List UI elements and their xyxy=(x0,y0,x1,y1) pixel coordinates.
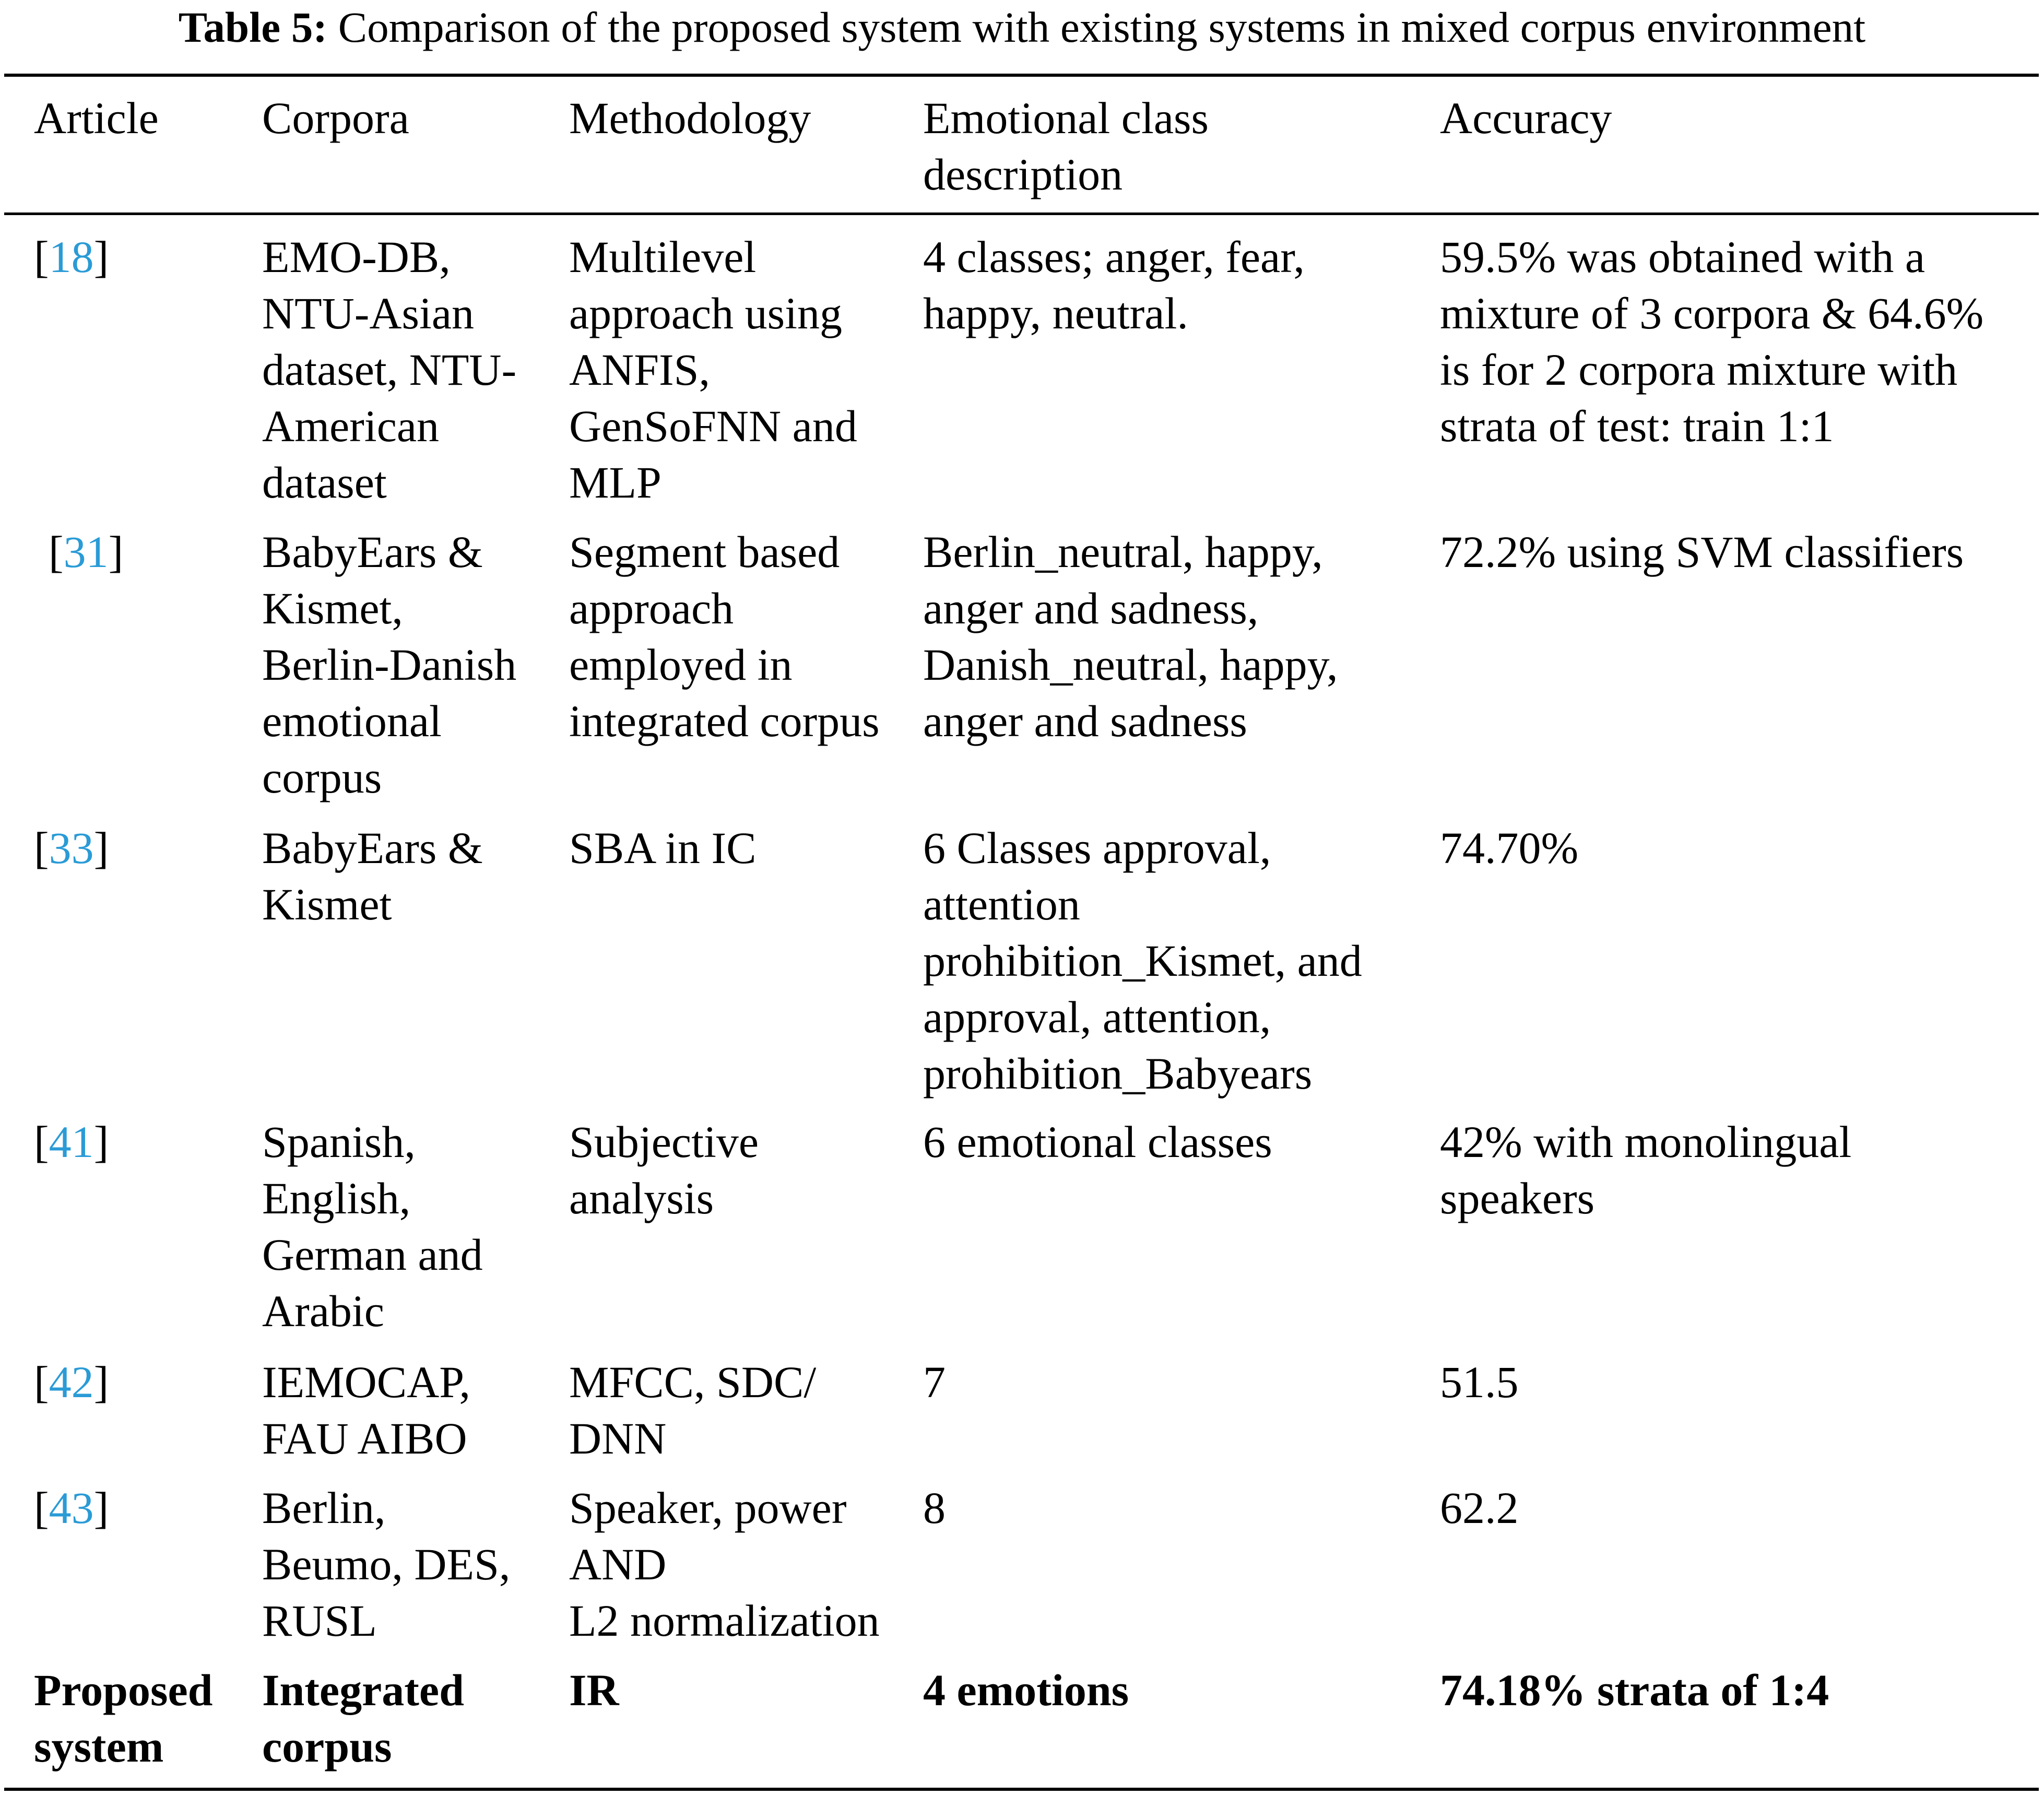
accuracy-cell-line: strata of test: train 1:1 xyxy=(1440,401,1834,451)
methodology-cell xyxy=(569,1114,759,1226)
accuracy-cell xyxy=(1440,1114,1851,1226)
corpora-cell-line: IEMOCAP, xyxy=(262,1357,471,1407)
methodology-cell-line: Subjective xyxy=(569,1117,759,1167)
proposed-corpora-cell-line: corpus xyxy=(262,1721,392,1772)
methodology-cell-line: employed in xyxy=(569,640,793,690)
corpora-cell-line: emotional xyxy=(262,696,442,746)
header-corpora-line: Corpora xyxy=(262,93,409,143)
citation-link[interactable]: 33 xyxy=(49,823,94,873)
proposed-article-cell-line: system xyxy=(34,1721,164,1772)
citation-link[interactable]: 41 xyxy=(49,1117,94,1167)
corpora-cell-line: RUSL xyxy=(262,1596,377,1646)
emotional-class-cell-line: attention xyxy=(923,879,1080,929)
proposed-corpora-cell-line: Integrated xyxy=(262,1665,464,1715)
emotional-class-cell xyxy=(923,820,1362,1102)
emotional-class-cell-line: approval, attention, xyxy=(923,992,1271,1042)
accuracy-cell xyxy=(1440,1480,1519,1536)
table-caption xyxy=(0,1,2044,53)
corpora-cell xyxy=(262,229,516,511)
article-ref: [42] xyxy=(34,1357,109,1407)
header-methodology xyxy=(569,90,811,146)
corpora-cell-line: Arabic xyxy=(262,1286,384,1336)
methodology-cell xyxy=(569,820,756,876)
caption-label: Table 5: xyxy=(178,3,327,51)
header-emotional-class-line: description xyxy=(923,149,1123,199)
proposed-article-cell-line: Proposed xyxy=(34,1665,213,1715)
accuracy-cell-line: speakers xyxy=(1440,1173,1595,1223)
emotional-class-cell-line: 6 Classes approval, xyxy=(923,823,1271,873)
methodology-cell-line: integrated corpus xyxy=(569,696,880,746)
citation-link[interactable]: 43 xyxy=(49,1483,94,1533)
methodology-cell-line: Speaker, power xyxy=(569,1483,847,1533)
methodology-cell xyxy=(569,1480,880,1649)
corpora-cell-line: English, xyxy=(262,1173,411,1223)
corpora-cell-line: BabyEars & xyxy=(262,823,483,873)
corpora-cell-line: FAU AIBO xyxy=(262,1413,467,1463)
corpora-cell xyxy=(262,820,483,932)
methodology-cell-line: MFCC, SDC/ xyxy=(569,1357,817,1407)
header-article-line: Article xyxy=(34,93,159,143)
header-accuracy xyxy=(1440,90,1612,146)
emotional-class-cell-line: anger and sadness, xyxy=(923,583,1259,633)
emotional-class-cell xyxy=(923,1480,946,1536)
accuracy-cell-line: 59.5% was obtained with a xyxy=(1440,232,1925,282)
accuracy-cell-line: is for 2 corpora mixture with xyxy=(1440,345,1958,395)
corpora-cell-line: corpus xyxy=(262,752,382,802)
emotional-class-cell xyxy=(923,229,1305,341)
proposed-methodology-cell xyxy=(569,1662,619,1718)
methodology-cell-line: DNN xyxy=(569,1413,667,1463)
citation-link[interactable]: 18 xyxy=(49,232,94,282)
accuracy-cell-line: 62.2 xyxy=(1440,1483,1519,1533)
header-accuracy-line: Accuracy xyxy=(1440,93,1612,143)
corpora-cell-line: Berlin-Danish xyxy=(262,640,517,690)
emotional-class-cell-line: Berlin_neutral, happy, xyxy=(923,527,1323,577)
article-ref: [31] xyxy=(49,527,124,577)
corpora-cell xyxy=(262,1354,470,1467)
emotional-class-cell-line: prohibition_Babyears xyxy=(923,1048,1313,1099)
methodology-cell-line: analysis xyxy=(569,1173,714,1223)
corpora-cell-line: NTU-Asian xyxy=(262,288,475,338)
article-ref: [41] xyxy=(34,1117,109,1167)
accuracy-cell-line: 72.2% using SVM classifiers xyxy=(1440,527,1964,577)
methodology-cell-line: approach xyxy=(569,583,734,633)
corpora-cell xyxy=(262,524,516,806)
accuracy-cell xyxy=(1440,229,1983,454)
proposed-article-cell xyxy=(34,1662,212,1775)
corpora-cell-line: Kismet, xyxy=(262,583,403,633)
methodology-cell-line: GenSoFNN and xyxy=(569,401,857,451)
methodology-cell-line: MLP xyxy=(569,457,661,507)
corpora-cell-line: American xyxy=(262,401,440,451)
proposed-emotional-class-cell-line: 4 emotions xyxy=(923,1665,1129,1715)
accuracy-cell-line: mixture of 3 corpora & 64.6% xyxy=(1440,288,1984,338)
bottom-rule xyxy=(4,1788,2039,1791)
methodology-cell-line: Multilevel xyxy=(569,232,757,282)
article-ref: [43] xyxy=(34,1483,109,1533)
methodology-cell-line: Segment based xyxy=(569,527,840,577)
methodology-cell-line: L2 normalization xyxy=(569,1596,880,1646)
emotional-class-cell xyxy=(923,524,1338,749)
emotional-class-cell xyxy=(923,1114,1272,1170)
header-emotional-class xyxy=(923,90,1209,203)
accuracy-cell xyxy=(1440,820,1578,876)
corpora-cell-line: Beumo, DES, xyxy=(262,1539,511,1589)
corpora-cell xyxy=(262,1114,483,1339)
methodology-cell-line: approach using xyxy=(569,288,843,338)
citation-link[interactable]: 31 xyxy=(63,527,109,577)
corpora-cell-line: EMO-DB, xyxy=(262,232,451,282)
proposed-emotional-class-cell xyxy=(923,1662,1129,1718)
methodology-cell xyxy=(569,524,880,749)
article-ref: [18] xyxy=(34,232,109,282)
accuracy-cell xyxy=(1440,1354,1519,1410)
emotional-class-cell xyxy=(923,1354,946,1410)
corpora-cell-line: German and xyxy=(262,1230,483,1280)
header-methodology-line: Methodology xyxy=(569,93,811,143)
methodology-cell-line: SBA in IC xyxy=(569,823,757,873)
header-rule xyxy=(4,212,2039,215)
corpora-cell xyxy=(262,1480,510,1649)
methodology-cell xyxy=(569,1354,816,1467)
citation-link[interactable]: 42 xyxy=(49,1357,94,1407)
accuracy-cell-line: 74.70% xyxy=(1440,823,1579,873)
corpora-cell-line: dataset xyxy=(262,457,387,507)
corpora-cell-line: dataset, NTU- xyxy=(262,345,517,395)
methodology-cell-line: AND xyxy=(569,1539,667,1589)
emotional-class-cell-line: 4 classes; anger, fear, xyxy=(923,232,1305,282)
caption-text: Comparison of the proposed system with existing systems in mixed corpus environment xyxy=(338,3,1866,51)
corpora-cell-line: Berlin, xyxy=(262,1483,386,1533)
emotional-class-cell-line: anger and sadness xyxy=(923,696,1247,746)
proposed-methodology-cell-line: IR xyxy=(569,1665,619,1715)
header-article xyxy=(34,90,159,146)
header-corpora xyxy=(262,90,409,146)
proposed-accuracy-cell-line: 74.18% strata of 1:4 xyxy=(1440,1665,1829,1715)
proposed-corpora-cell xyxy=(262,1662,464,1775)
emotional-class-cell-line: 7 xyxy=(923,1357,946,1407)
emotional-class-cell-line: prohibition_Kismet, and xyxy=(923,936,1362,986)
emotional-class-cell-line: 6 emotional classes xyxy=(923,1117,1272,1167)
corpora-cell-line: Kismet xyxy=(262,879,392,929)
accuracy-cell xyxy=(1440,524,1964,580)
header-emotional-class-line: Emotional class xyxy=(923,93,1209,143)
methodology-cell xyxy=(569,229,857,511)
emotional-class-cell-line: Danish_neutral, happy, xyxy=(923,640,1338,690)
accuracy-cell-line: 42% with monolingual xyxy=(1440,1117,1852,1167)
proposed-accuracy-cell xyxy=(1440,1662,1829,1718)
emotional-class-cell-line: 8 xyxy=(923,1483,946,1533)
corpora-cell-line: BabyEars & xyxy=(262,527,483,577)
top-rule xyxy=(4,74,2039,77)
emotional-class-cell-line: happy, neutral. xyxy=(923,288,1188,338)
article-ref: [33] xyxy=(34,823,109,873)
corpora-cell-line: Spanish, xyxy=(262,1117,416,1167)
accuracy-cell-line: 51.5 xyxy=(1440,1357,1519,1407)
methodology-cell-line: ANFIS, xyxy=(569,345,711,395)
